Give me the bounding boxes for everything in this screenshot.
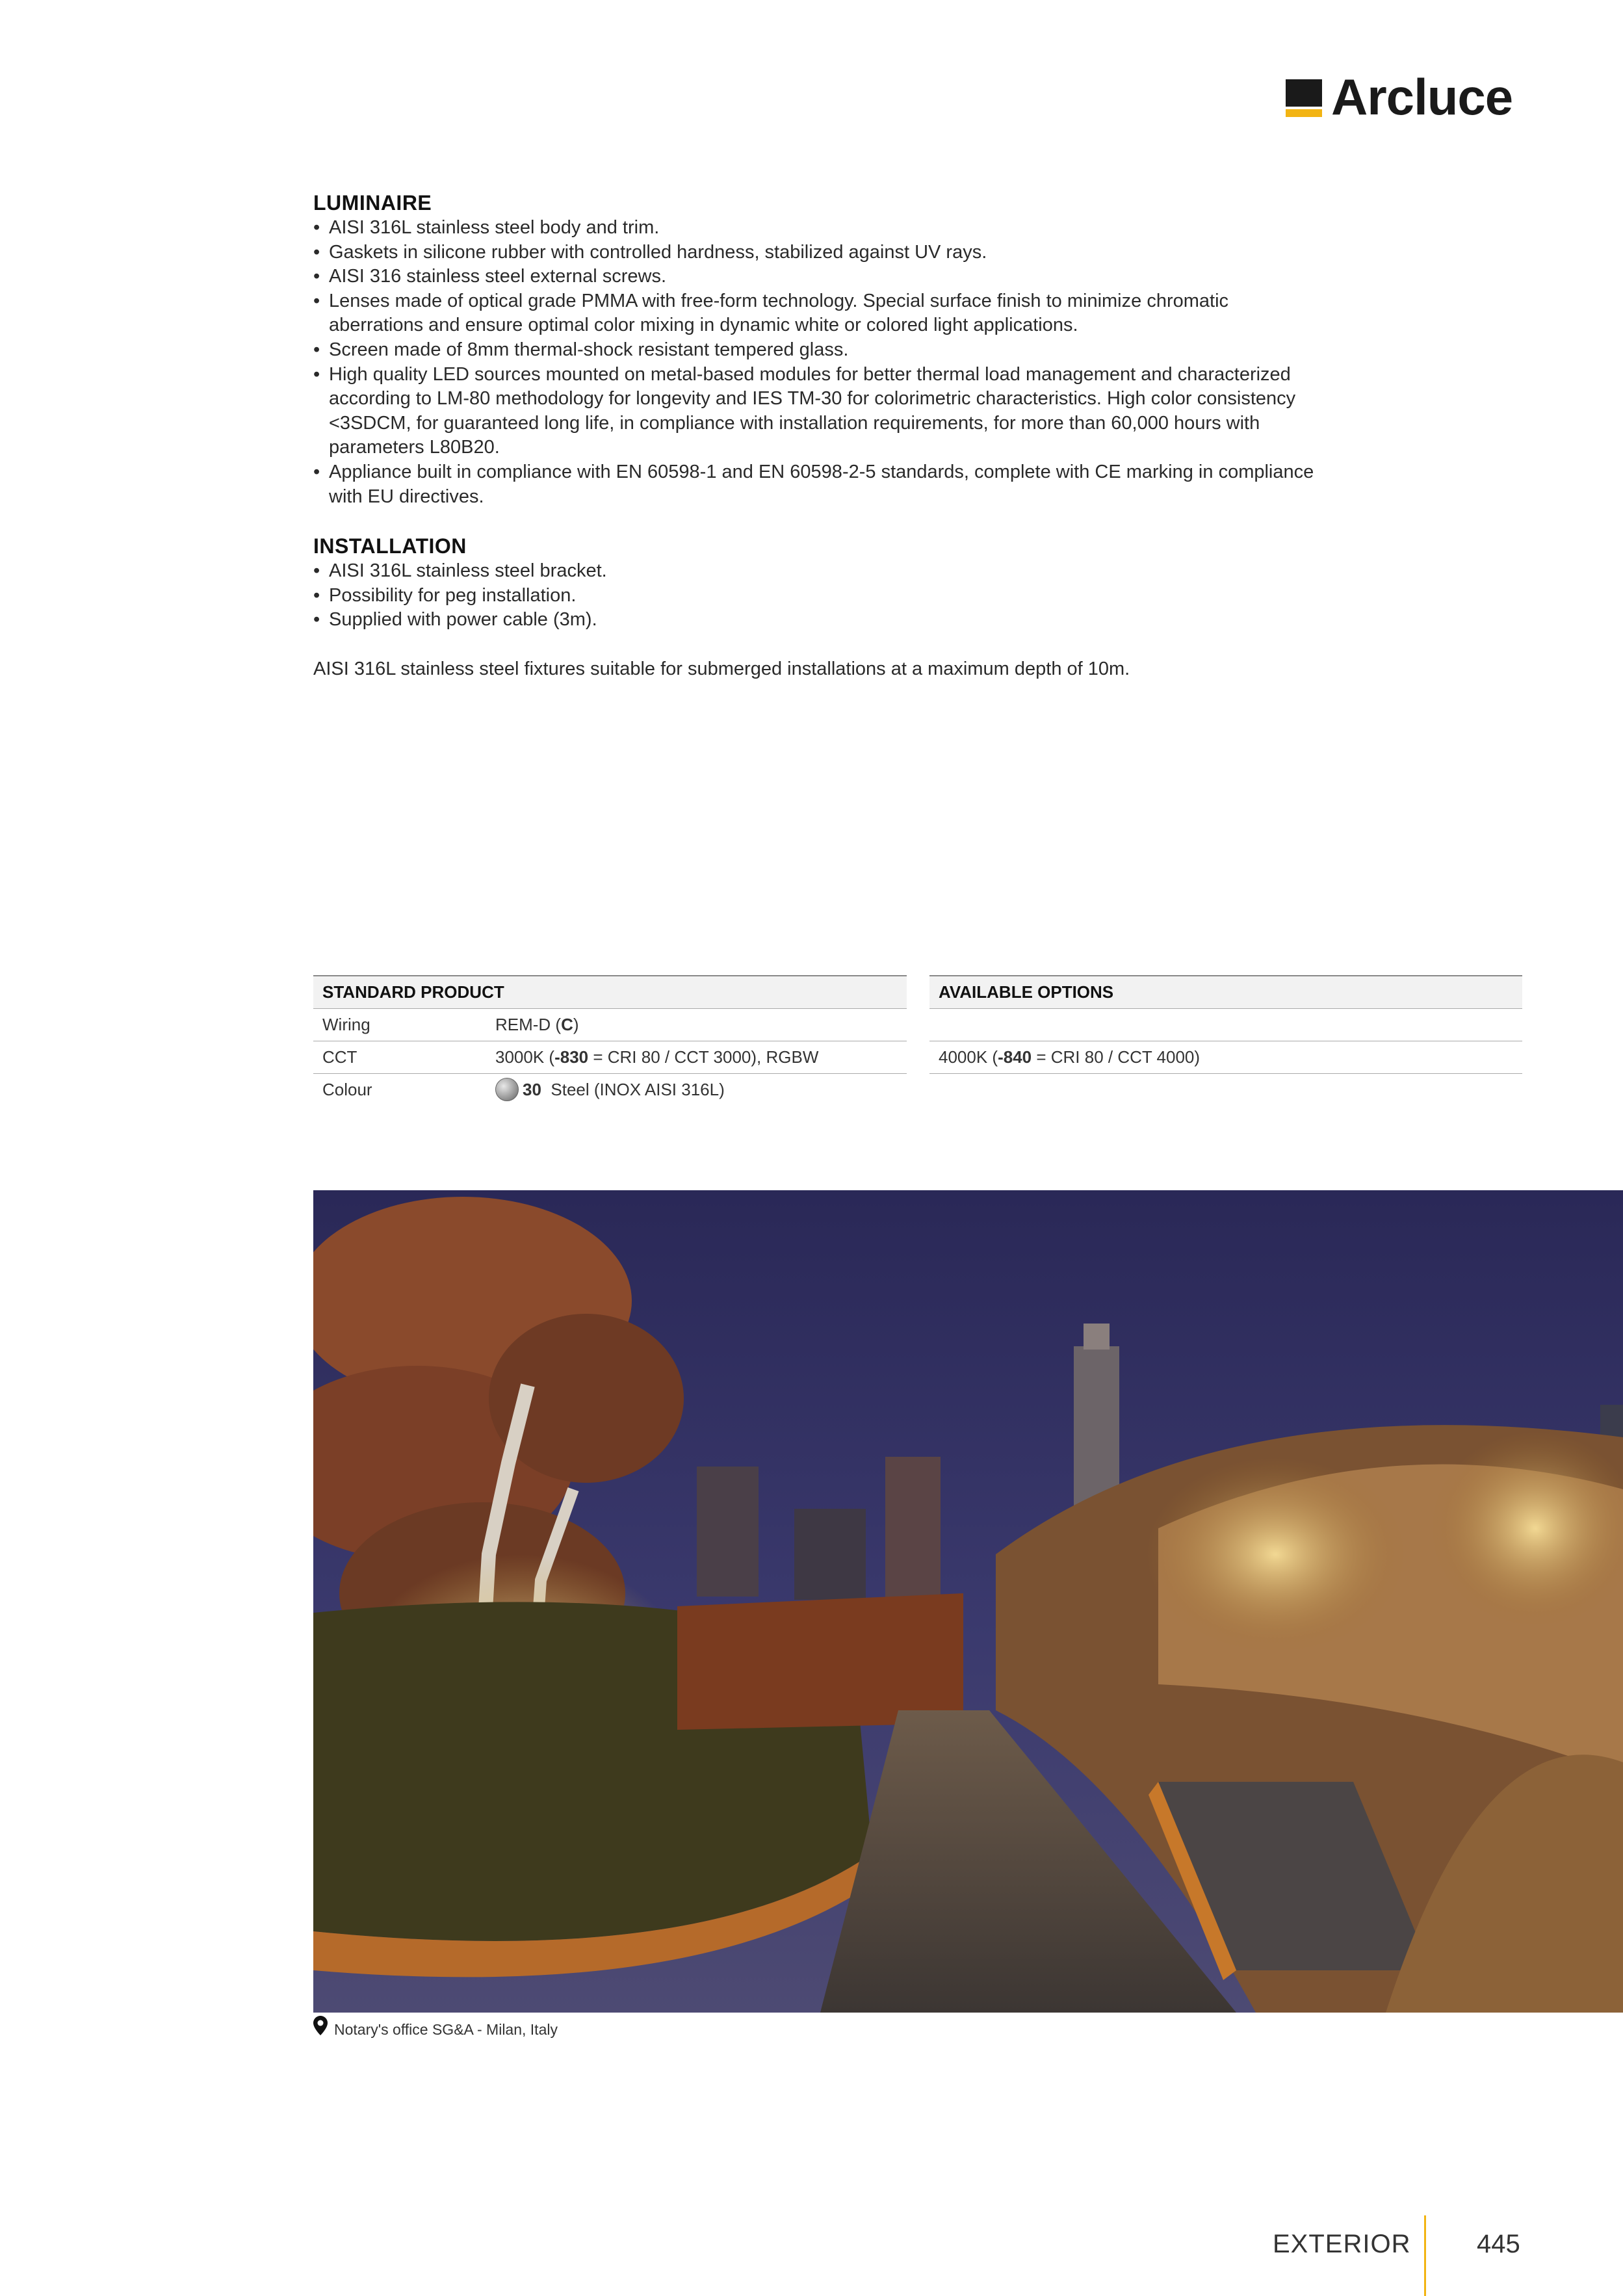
spec-text xyxy=(313,190,1314,681)
row-label: Colour xyxy=(322,1080,372,1099)
installation-title: INSTALLATION xyxy=(313,534,467,558)
list-item: • Possibility for peg installation. xyxy=(313,584,1314,608)
row-value: 3000K (-830 = CRI 80 / CCT 3000), RGBW xyxy=(495,1047,819,1067)
section-label: EXTERIOR xyxy=(1273,2230,1411,2258)
standard-product-table xyxy=(313,975,907,1106)
table-row-empty xyxy=(929,1009,1522,1041)
footer-divider xyxy=(1424,2215,1426,2296)
list-item: • High quality LED sources mounted on metal-based modules for better thermal load management and characterized according to LM-80 methodology for longevity and IES TM-30 for colorimetric characteristics. High color consistency <3SDCM, for guaranteed long life, in compliance with installation requirements, for more than 60,000 hours with parameters L80B20. xyxy=(313,363,1314,460)
table-row-cct-option xyxy=(929,1041,1522,1074)
list-item: • Supplied with power cable (3m). xyxy=(313,608,1314,633)
page-number: 445 xyxy=(1477,2230,1520,2258)
row-value: 4000K (-840 = CRI 80 / CCT 4000) xyxy=(939,1047,1201,1067)
list-item: • AISI 316L stainless steel bracket. xyxy=(313,559,1314,584)
list-item: • Lenses made of optical grade PMMA with free-form technology. Special surface finish to minimize chromatic aberrations and ensure optimal color mixing in dynamic white or colored light applications. xyxy=(313,289,1314,338)
table-row-colour xyxy=(313,1074,907,1106)
table-header: AVAILABLE OPTIONS xyxy=(929,975,1522,1009)
caption-text: Notary's office SG&A - Milan, Italy xyxy=(334,2021,558,2038)
logo-mark-icon xyxy=(1286,79,1322,117)
row-value: 30 Steel (INOX AISI 316L) xyxy=(495,1074,725,1106)
list-item: • AISI 316L stainless steel body and trim. xyxy=(313,216,1314,241)
row-label: Wiring xyxy=(322,1015,370,1034)
location-pin-icon xyxy=(313,2016,328,2043)
row-label: CCT xyxy=(322,1047,357,1067)
photo-caption xyxy=(313,2016,558,2042)
available-options-table xyxy=(929,975,1522,1074)
list-item: • Appliance built in compliance with EN 60598-1 and EN 60598-2-5 standards, complete with CE marking in compliance with EU directives. xyxy=(313,460,1314,509)
table-row-wiring xyxy=(313,1009,907,1041)
brand-logo xyxy=(1286,68,1526,126)
list-item: • Gaskets in silicone rubber with controlled hardness, stabilized against UV rays. xyxy=(313,241,1314,265)
row-value: REM-D (C) xyxy=(495,1015,579,1034)
brand-name: Arcluce xyxy=(1331,68,1513,125)
list-item: • Screen made of 8mm thermal-shock resistant tempered glass. xyxy=(313,338,1314,363)
installation-photo xyxy=(313,1190,1623,2013)
submersion-note: AISI 316L stainless steel fixtures suitable for submerged installations at a maximum depth of 10m. xyxy=(313,658,1130,679)
steel-swatch-icon xyxy=(495,1078,519,1101)
table-row-cct xyxy=(313,1041,907,1074)
luminaire-title: LUMINAIRE xyxy=(313,191,432,215)
luminaire-list xyxy=(313,216,1314,509)
list-item: • AISI 316 stainless steel external screws. xyxy=(313,265,1314,289)
table-header: STANDARD PRODUCT xyxy=(313,975,907,1009)
installation-list xyxy=(313,559,1314,633)
